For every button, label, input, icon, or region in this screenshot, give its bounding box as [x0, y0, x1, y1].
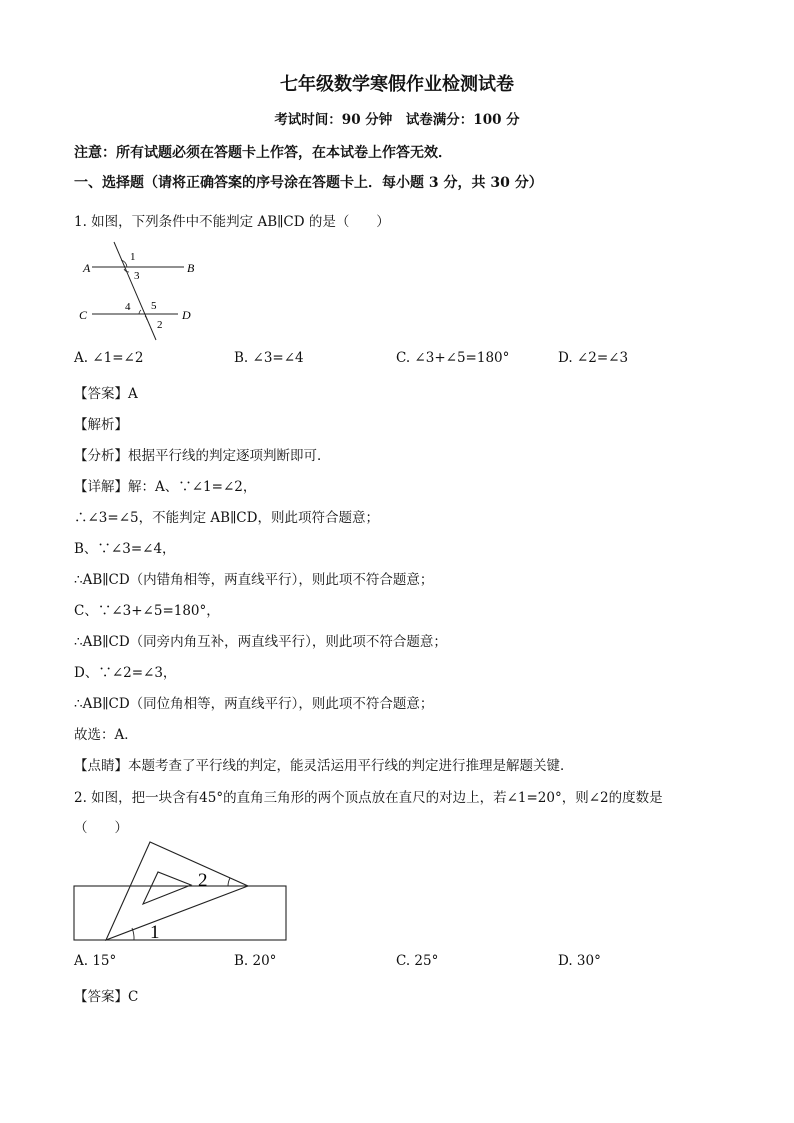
q2-stem: 2. 如图，把一块含有45°的直角三角形的两个顶点放在直尺的对边上，若∠1=20°，则∠2的度数是: [74, 790, 663, 806]
q2-option-b: B. 20°: [234, 953, 277, 969]
q1-answer: 【答案】A: [74, 386, 138, 402]
angle-label-4: 4: [125, 301, 131, 313]
q1-analysis-line: 故选：A．: [74, 727, 138, 743]
q1-analysis-line: D、∵∠2=∠3，: [74, 665, 177, 681]
q1-figure: [74, 236, 214, 342]
label-B: B: [187, 261, 195, 275]
page-title: 七年级数学寒假作业检测试卷: [280, 74, 514, 95]
angle-label-5: 5: [151, 300, 157, 312]
q1-analysis-line: ∴AB∥CD（内错角相等，两直线平行），则此项不符合题意；: [74, 572, 434, 588]
q1-analysis-line: ∴∠3=∠5，不能判定 AB∥CD，则此项符合题意；: [74, 510, 379, 526]
q1-option-c: C. ∠3+∠5=180°: [396, 350, 510, 366]
q1-analysis-line: B、∵∠3=∠4，: [74, 541, 176, 557]
q1-analysis-line: C、∵∠3+∠5=180°，: [74, 603, 220, 619]
angle-label-1: 1: [130, 251, 136, 263]
label-A: A: [83, 261, 91, 275]
q1-analysis-title: 【解析】: [74, 417, 128, 433]
label-C: C: [79, 308, 88, 322]
q1-analysis-line: 【点睛】本题考查了平行线的判定，能灵活运用平行线的判定进行推理是解题关键．: [74, 758, 574, 774]
q1-option-a: A. ∠1=∠2: [74, 350, 144, 366]
notice-text: 注意：所有试题必须在答题卡上作答，在本试卷上作答无效．: [74, 145, 452, 161]
q1-analysis-line: 【分析】根据平行线的判定逐项判断即可．: [74, 448, 331, 464]
q1-analysis-line: ∴AB∥CD（同位角相等，两直线平行），则此项不符合题意；: [74, 696, 434, 712]
q2-option-d: D. 30°: [558, 953, 601, 969]
section-heading: 一、选择题（请将正确答案的序号涂在答题卡上．每小题 3 分，共 30 分）: [74, 175, 543, 191]
q2-option-c: C. 25°: [396, 953, 439, 969]
angle-label-2: 2: [157, 319, 163, 331]
q1-analysis-line: ∴AB∥CD（同旁内角互补，两直线平行），则此项不符合题意；: [74, 634, 447, 650]
q1-option-b: B. ∠3=∠4: [234, 350, 304, 366]
q1-analysis-line: 【详解】解：A、∵∠1=∠2，: [74, 479, 257, 495]
q2-answer: 【答案】C: [74, 989, 139, 1005]
q2-angle-label-1: 1: [150, 922, 160, 943]
q2-option-a: A. 15°: [74, 953, 117, 969]
label-D: D: [182, 308, 191, 322]
q2-figure: [70, 838, 292, 944]
q1-stem: 1. 如图，下列条件中不能判定 AB∥CD 的是（ ）: [74, 214, 390, 230]
angle-label-3: 3: [134, 270, 140, 282]
q2-stem-cont: （ ）: [74, 820, 128, 836]
q1-option-d: D. ∠2=∠3: [558, 350, 629, 366]
q2-angle-label-2: 2: [198, 870, 208, 891]
exam-info: 考试时间：90 分钟 试卷满分：100 分: [274, 112, 520, 128]
